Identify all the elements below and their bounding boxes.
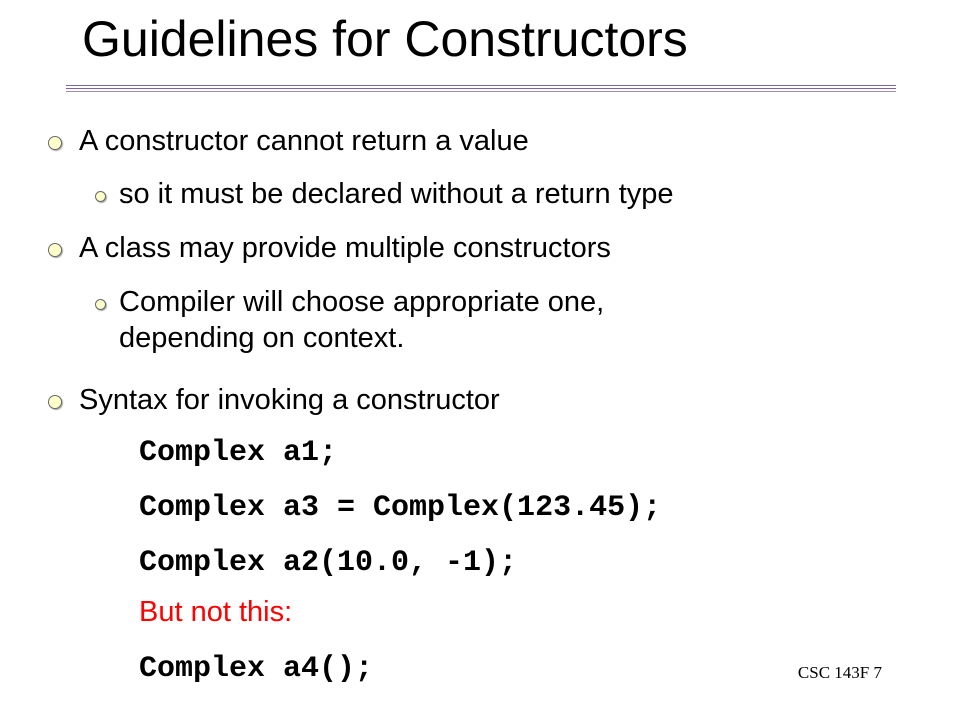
bullet-text: Compiler will choose appropriate one,: [119, 286, 605, 318]
code-line: Complex a2(10.0, -1);: [139, 546, 518, 580]
bullet-text: so it must be declared without a return type: [119, 178, 674, 210]
bullet-item: [79, 230, 611, 266]
bullet-item: [79, 382, 500, 418]
sub-bullet-item: [119, 284, 604, 356]
sub-bullet-dot-icon: [95, 191, 106, 202]
bullet-dot-icon: [48, 395, 62, 409]
bad-code-line: Complex a4();: [139, 652, 374, 686]
bullet-text: Syntax for invoking a constructor: [79, 384, 500, 416]
bullet-dot-icon: [48, 243, 62, 257]
title-underline: [66, 85, 896, 86]
code-line: Complex a1;: [139, 436, 338, 470]
title-underline: [66, 91, 896, 92]
bullet-item: [79, 123, 529, 159]
bullet-dot-icon: [48, 136, 62, 150]
sub-bullet-item: [119, 176, 674, 212]
code-line: Complex a3 = Complex(123.45);: [139, 491, 662, 525]
warning-note: But not this:: [139, 596, 293, 628]
slide-footer: CSC 143F 7: [797, 663, 882, 682]
bullet-text: A constructor cannot return a value: [79, 125, 529, 157]
slide-title: Guidelines for Constructors: [82, 11, 688, 67]
bullet-text: A class may provide multiple constructors: [79, 232, 611, 264]
bullet-text: depending on context.: [119, 322, 405, 354]
sub-bullet-dot-icon: [95, 299, 106, 310]
title-underline: [66, 88, 896, 89]
